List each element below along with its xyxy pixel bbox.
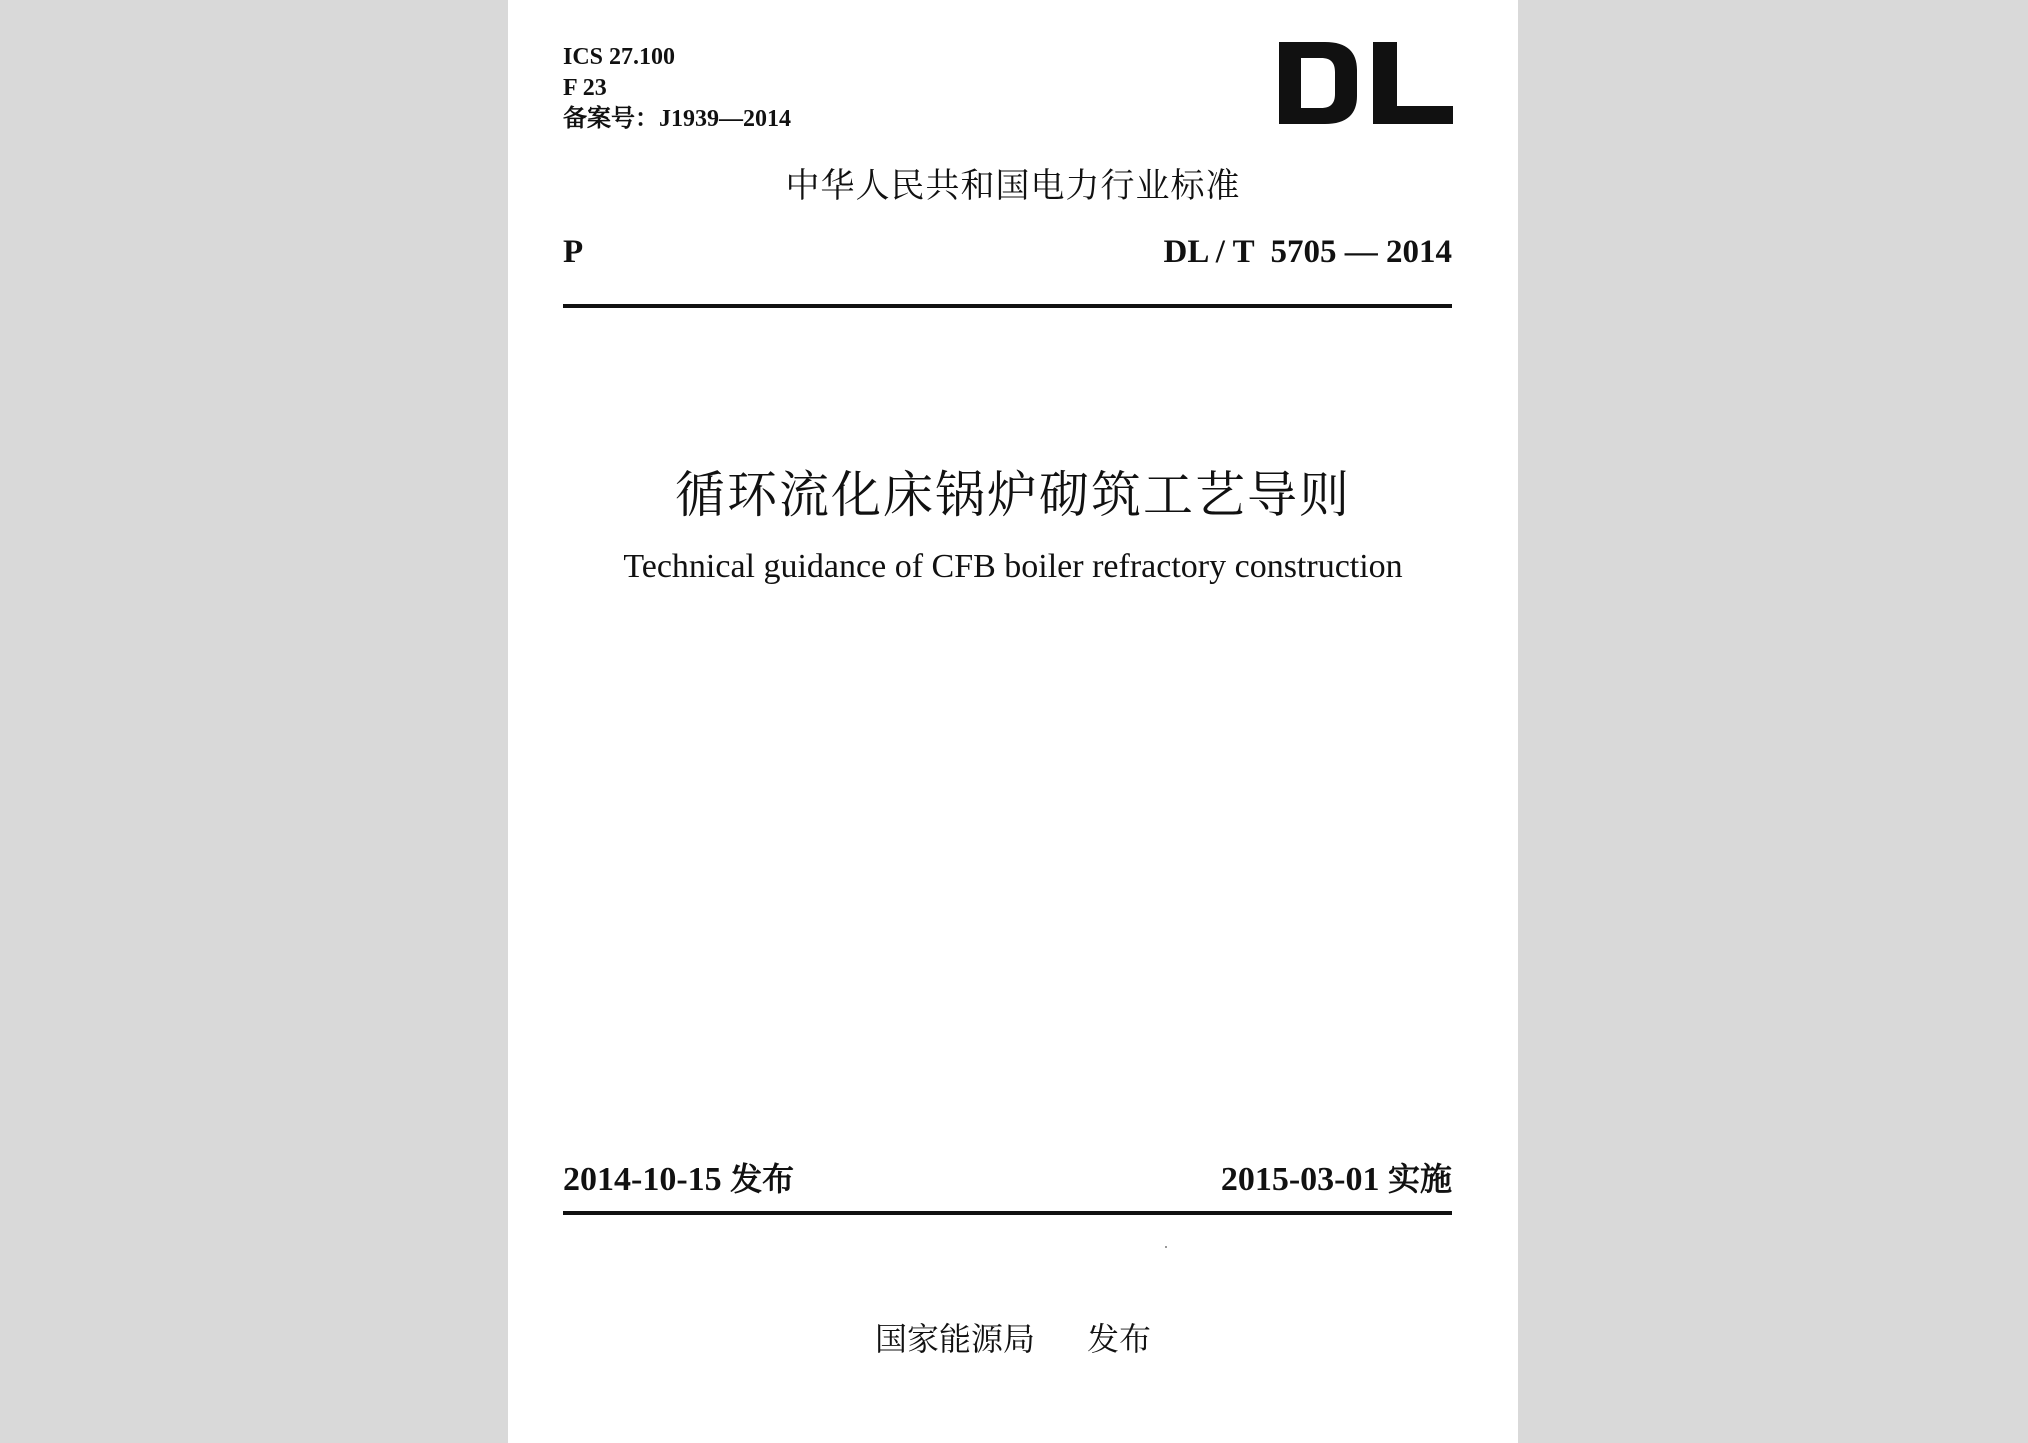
publisher-name: 国家能源局 [874, 1320, 1035, 1358]
document-page [508, 0, 1518, 1443]
scan-speck [1165, 1246, 1167, 1248]
category-code: P [563, 234, 584, 270]
publisher-action: 发布 [1087, 1320, 1152, 1358]
classification-block [563, 42, 791, 135]
implementation-date: 2015-03-01 [1220, 1161, 1380, 1198]
issue-date: 2014-10-15 [563, 1161, 722, 1198]
ics-code: ICS 27.100 [563, 44, 676, 70]
filing-number: 备案号：J1939—2014 [563, 106, 791, 132]
issue-date-line [563, 1154, 794, 1200]
issue-label: 发布 [730, 1160, 795, 1198]
title-english: Technical guidance of CFB boiler refractory construction [623, 548, 1403, 585]
implementation-date-line [1221, 1154, 1452, 1200]
title-chinese: 循环流化床锅炉砌筑工艺导则 [675, 466, 1351, 524]
dl-logo [1279, 42, 1453, 124]
standard-number: DL / T 5705 — 2014 [1163, 234, 1452, 270]
implementation-label: 实施 [1387, 1160, 1452, 1198]
bottom-divider [563, 1211, 1452, 1215]
top-divider [563, 304, 1452, 308]
ccs-code: F 23 [563, 75, 607, 101]
agency-title: 中华人民共和国电力行业标准 [785, 166, 1241, 206]
publisher-line [508, 1314, 1518, 1360]
